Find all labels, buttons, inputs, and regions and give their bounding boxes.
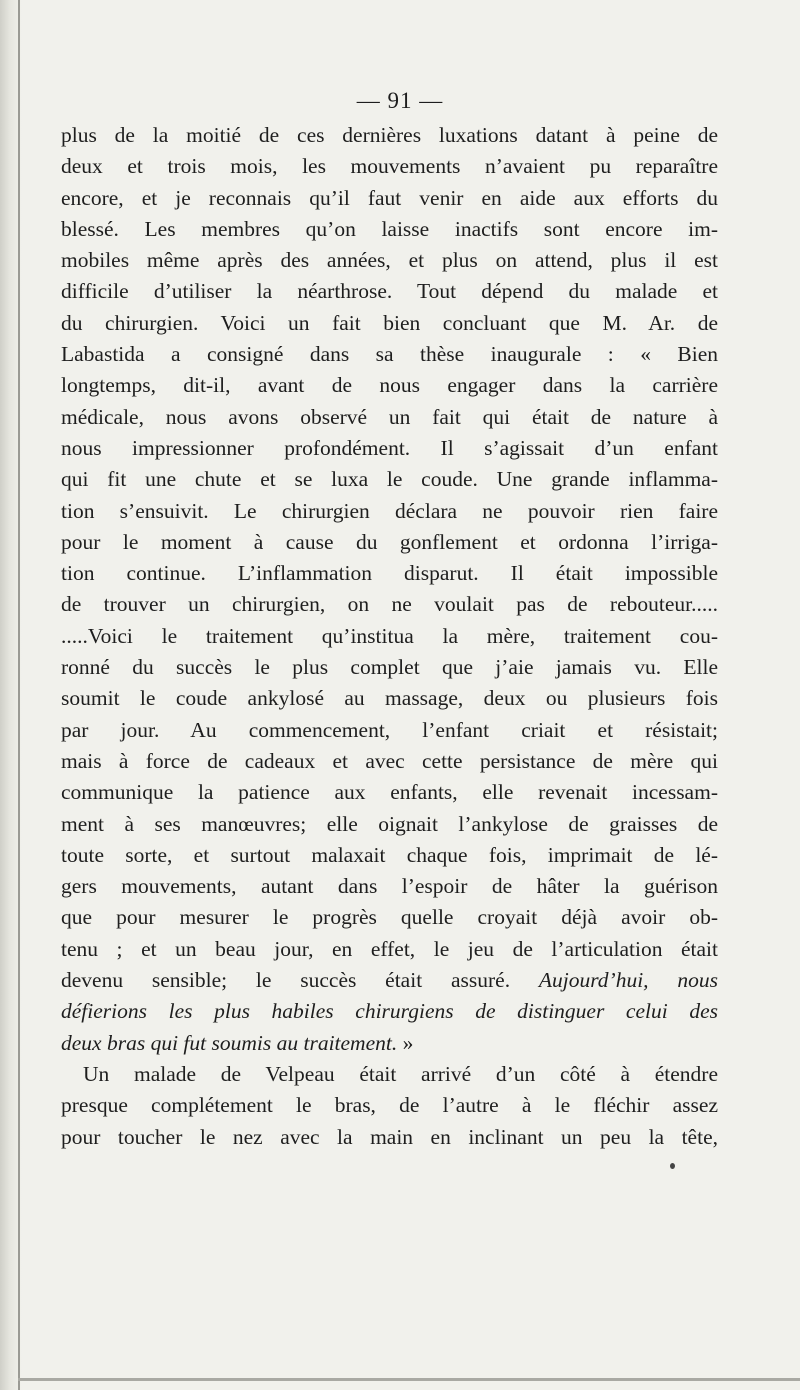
text-line: ment à ses manœuvres; elle oignait l’ankylose de graisses de bbox=[61, 811, 718, 836]
text-line: ronné du succès le plus complet que j’aie jamais vu. Elle bbox=[61, 655, 718, 680]
text-line: tion continue. L’inflammation disparut. Il était impossible bbox=[61, 561, 718, 586]
text-line: devenu sensible; le succès était assuré. Aujourd’hui, nous bbox=[61, 968, 718, 993]
text-line: mobiles même après des années, et plus on attend, plus il est bbox=[61, 248, 718, 273]
text-line: médicale, nous avons observé un fait qui était de nature à bbox=[61, 404, 718, 429]
text-line: gers mouvements, autant dans l’espoir de hâter la guérison bbox=[61, 874, 718, 899]
text-line: pour toucher le nez avec la main en inclinant un peu la tête, bbox=[61, 1124, 718, 1149]
text-line: Un malade de Velpeau était arrivé d’un côté à étendre bbox=[83, 1061, 718, 1086]
ink-speck bbox=[670, 1163, 675, 1169]
body-text bbox=[61, 120, 718, 1153]
text-line: nous impressionner profondément. Il s’agissait d’un enfant bbox=[61, 435, 718, 460]
italic-quote: deux bras qui fut soumis au traitement. bbox=[61, 1030, 398, 1055]
italic-quote: Aujourd’hui, nous bbox=[538, 968, 718, 993]
text-line: que pour mesurer le progrès quelle croyait déjà avoir ob- bbox=[61, 905, 718, 930]
page-bottom-edge bbox=[18, 1378, 800, 1381]
text-line: soumit le coude ankylosé au massage, deux ou plusieurs fois bbox=[61, 686, 718, 711]
italic-quote: défierions les plus habiles chirurgiens de distinguer celui des bbox=[61, 999, 718, 1024]
text-line: qui fit une chute et se luxa le coude. Une grande inflamma- bbox=[61, 467, 718, 492]
text-line: du chirurgien. Voici un fait bien concluant que M. Ar. de bbox=[61, 310, 718, 335]
text-line: de trouver un chirurgien, on ne voulait pas de rebouteur..... bbox=[61, 592, 718, 617]
text-line: presque complétement le bras, de l’autre à le fléchir assez bbox=[61, 1093, 718, 1118]
text-line: longtemps, dit-il, avant de nous engager dans la carrière bbox=[61, 373, 718, 398]
text-line: deux bras qui fut soumis au traitement. » bbox=[61, 1030, 414, 1055]
page-number: — 91 — bbox=[356, 88, 444, 113]
text-line: toute sorte, et surtout malaxait chaque fois, imprimait de lé- bbox=[61, 842, 718, 867]
text-line: Labastida a consigné dans sa thèse inaugurale : « Bien bbox=[61, 342, 718, 367]
text-line: pour le moment à cause du gonflement et ordonna l’irriga- bbox=[61, 529, 718, 554]
page-binding-line bbox=[18, 0, 20, 1390]
text-line: par jour. Au commencement, l’enfant criait et résistait; bbox=[61, 717, 718, 742]
text-line: difficile d’utiliser la néarthrose. Tout dépend du malade et bbox=[61, 279, 718, 304]
text-line: deux et trois mois, les mouvements n’avaient pu reparaître bbox=[61, 154, 718, 179]
text-line: mais à force de cadeaux et avec cette persistance de mère qui bbox=[61, 748, 718, 773]
text-line: encore, et je reconnais qu’il faut venir en aide aux efforts du bbox=[61, 185, 718, 210]
text-line: plus de la moitié de ces dernières luxations datant à peine de bbox=[61, 123, 718, 147]
text-line: .....Voici le traitement qu’institua la mère, traitement cou- bbox=[61, 623, 718, 648]
text-line: communique la patience aux enfants, elle revenait incessam- bbox=[61, 780, 718, 805]
text-line: tenu ; et un beau jour, en effet, le jeu de l’articulation était bbox=[61, 936, 718, 961]
text-line: tion s’ensuivit. Le chirurgien déclara ne pouvoir rien faire bbox=[61, 498, 718, 523]
text-line bbox=[61, 996, 718, 1027]
text-line: blessé. Les membres qu’on laisse inactifs sont encore im- bbox=[61, 216, 718, 241]
